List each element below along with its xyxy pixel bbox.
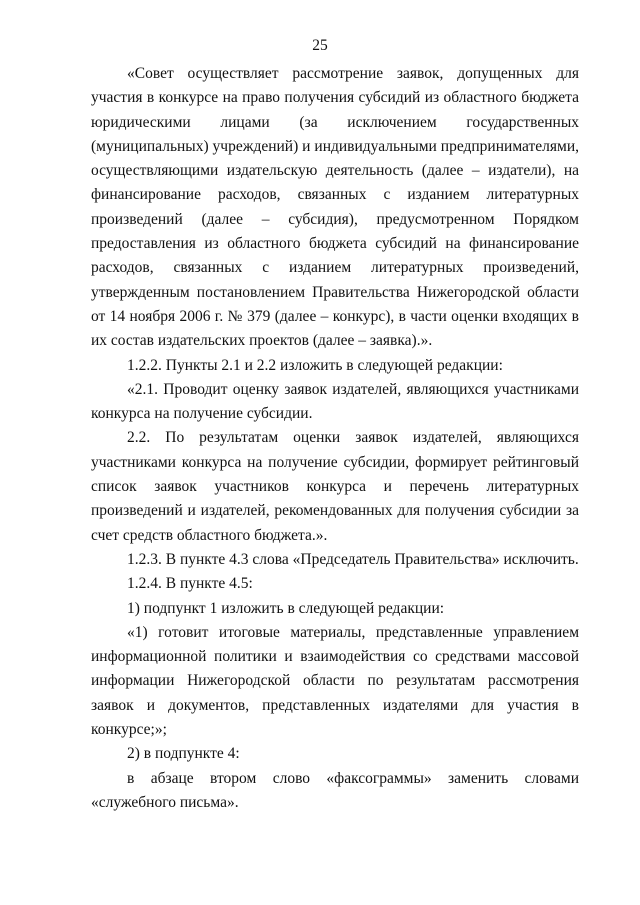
document-body bbox=[91, 62, 579, 815]
paragraph-item-1-2-4: 1.2.4. В пункте 4.5: bbox=[127, 575, 253, 593]
paragraph-fax-replacement: в абзаце втором слово «факсограммы» заменить словами «служебного письма». bbox=[91, 769, 579, 811]
paragraph-clause-2-2: 2.2. По результатам оценки заявок издателей, являющихся участниками конкурса на получение субсидии, формирует рейтинговый список заявок участников конкурса и перечень литературных произведений и издателей, рекомендованных для получения субсидии за счет средств областного бюджета.». bbox=[91, 429, 579, 544]
paragraph-item-1-2-3: 1.2.3. В пункте 4.3 слова «Председатель Правительства» исключить. bbox=[127, 550, 579, 568]
page-number: 25 bbox=[312, 37, 328, 54]
paragraph-item-1-2-2: 1.2.2. Пункты 2.1 и 2.2 изложить в следующей редакции: bbox=[127, 356, 503, 374]
paragraph-clause-2-1: «2.1. Проводит оценку заявок издателей, являющихся участниками конкурса на получение субсидии. bbox=[91, 380, 579, 423]
paragraph-subitem-2: 2) в подпункте 4: bbox=[127, 745, 240, 763]
paragraph-subitem-1-text: «1) готовит итоговые материалы, представленные управлением информационной политики и взаимодействия со средствами массовой информации Нижегородской области по результатам рассмотрения заявок и документов, представленных издателями для участия в конкурсе;»; bbox=[91, 623, 579, 739]
paragraph-subitem-1: 1) подпункт 1 изложить в следующей редакции: bbox=[127, 599, 445, 617]
paragraph-council-review: «Совет осуществляет рассмотрение заявок, допущенных для участия в конкурсе на право получения субсидий из областного бюджета юридическими лицами (за исключением государственных (муниципальных) учреждений) и индивидуальными предпринимателями, осуществляющими издательскую деятельность (далее – издатели), на финансирование расходов, связанных с изданием литературных произведений (далее – субсидия), предусмотренном Порядком предоставления из областного бюджета субсидий на финансирование расходов, связанных с изданием литературных произведений, утвержденным постановлением Правительства Нижегородской области от 14 ноября 2006 г. № 379 (далее – конкурс), в части оценки входящих в их состав издательских проектов (далее – заявка).». bbox=[91, 65, 579, 350]
